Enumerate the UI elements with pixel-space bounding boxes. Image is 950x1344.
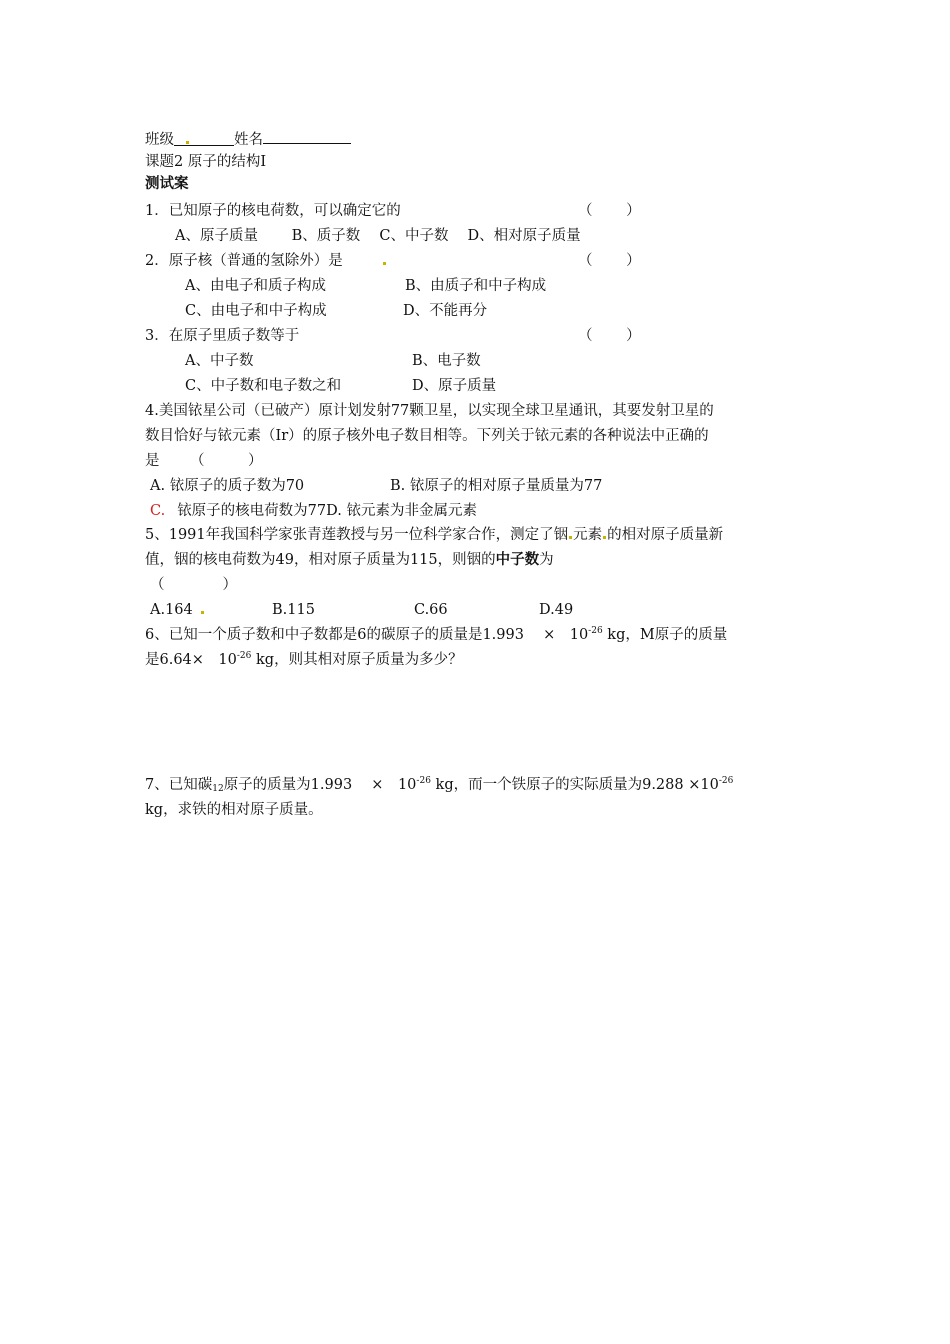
- question-6-line-2: 是6.64× $10^{-26}$ kg，则其相对原子质量为多少？: [145, 651, 463, 668]
- question-2-answer-blank[interactable]: （ ）: [578, 253, 641, 269]
- question-3-stem: 3．在原子里质子数等于: [145, 328, 300, 344]
- class-label: 班级: [145, 132, 174, 148]
- question-4-option-a: A. 铱原子的质子数为70: [150, 478, 305, 494]
- question-7-line-2: kg，求铁的相对原子质量。: [145, 802, 323, 818]
- question-2-option-d: D、不能再分: [403, 303, 488, 319]
- question-3-answer-blank[interactable]: （ ）: [578, 328, 641, 344]
- question-3-option-d: D、原子质量: [412, 378, 497, 394]
- question-1-stem: 1．已知原子的核电荷数，可以确定它的: [145, 203, 401, 219]
- question-5-answer-blank[interactable]: （ ）: [150, 577, 237, 593]
- name-blank[interactable]: [263, 128, 351, 144]
- question-4-option-c-d: C. 铱原子的核电荷数为77D. 铱元素为非金属元素: [150, 503, 477, 519]
- question-4-answer-blank[interactable]: （ ）: [190, 453, 263, 469]
- question-2-stem: 2．原子核（普通的氢除外）是: [145, 251, 387, 271]
- question-3-option-c: C、中子数和电子数之和: [185, 378, 342, 394]
- question-5-option-a: A.164: [150, 600, 205, 620]
- question-4-line-2: 数目恰好与铱元素（Ir）的原子核外电子数目相等。下列关于铱元素的各种说法中正确的: [145, 428, 709, 444]
- class-blank[interactable]: [174, 130, 234, 146]
- question-3-option-b: B、电子数: [412, 353, 481, 369]
- question-5-line-2: 值，铟的核电荷数为49，相对原子质量为115，则铟的中子数为: [145, 552, 554, 568]
- section-title: 测试案: [145, 176, 189, 192]
- question-7-line-1: 7、已知碳$_{12}$原子的质量为1.993 × $10^{-26}$ kg，而一个铁原子的实际质量为$9.288 \times 10^{-26}$: [145, 776, 734, 794]
- question-1-options: A、原子质量 B、质子数 C、中子数 D、相对原子质量: [175, 228, 581, 244]
- question-2-option-b: B、由质子和中子构成: [405, 278, 547, 294]
- name-label: 姓名: [234, 132, 263, 148]
- question-1-answer-blank[interactable]: （ ）: [578, 203, 641, 219]
- question-5-option-b: B.115: [272, 602, 315, 618]
- class-name-line: [145, 128, 351, 150]
- page-title: 课题2 原子的结构Ⅰ: [145, 154, 267, 170]
- question-3-option-a: A、中子数: [185, 353, 254, 369]
- option-c-letter: C.: [150, 503, 166, 519]
- question-2-option-c: C、由电子和中子构成: [185, 303, 327, 319]
- question-4-line-3: 是: [145, 453, 160, 469]
- question-6-line-1: 6、已知一个质子数和中子数都是6的碳原子的质量是1.993 × $10^{-26}$ kg，M原子的质量: [145, 626, 728, 643]
- question-2-option-a: A、由电子和质子构成: [185, 278, 326, 294]
- question-5-option-d: D.49: [539, 602, 574, 618]
- question-4-option-b: B. 铱原子的相对原子量质量为77: [390, 478, 603, 494]
- question-5-option-c: C.66: [414, 602, 448, 618]
- question-4-line-1: 4.美国铱星公司（已破产）原计划发射77颗卫星，以实现全球卫星通讯，其要发射卫星的: [145, 403, 714, 419]
- question-5-line-1: 5、1991年我国科学家张青莲教授与另一位科学家合作，测定了铟 元素 的相对原子质量新: [145, 527, 724, 543]
